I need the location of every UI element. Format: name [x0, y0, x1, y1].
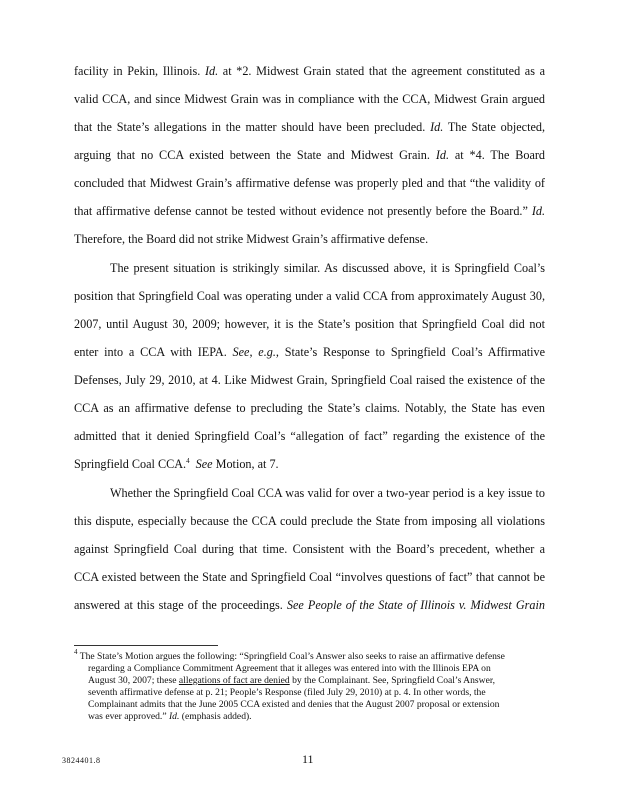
- footnote-rule: [74, 645, 218, 646]
- body-line: Defenses, July 29, 2010, at 4. Like Midwest Grain, Springfield Coal raised the existence of the: [74, 373, 545, 387]
- footnote-text: seventh affirmative defense at p. 21; People’s Response (filed July 29, 2010) at p. 4. In other words, the: [88, 687, 486, 698]
- footnote-reference[interactable]: 4: [186, 457, 190, 465]
- body-line: admitted that it denied Springfield Coal’s “allegation of fact” regarding the existence of the: [74, 429, 545, 443]
- body-line: facility in Pekin, Illinois. Id. at *2. Midwest Grain stated that the agreement constituted as a: [74, 64, 546, 78]
- body-line: 2007, until August 30, 2009; however, it is the State’s position that Springfield Coal did not: [74, 317, 545, 331]
- footnote-line: [88, 699, 545, 711]
- footnote-text: Complainant admits that the June 2005 CCA existed and denies that the August 2007 proposal or extension: [88, 699, 500, 710]
- body-line: valid CCA, and since Midwest Grain was in compliance with the CCA, Midwest Grain argued: [74, 92, 545, 106]
- document-id: 3824401.8: [62, 756, 101, 765]
- body-line: enter into a CCA with IEPA. See, e.g., State’s Response to Springfield Coal’s Affirmative: [74, 345, 546, 359]
- footnote-text: was ever approved.”: [88, 711, 167, 722]
- body-line: this dispute, especially because the CCA could preclude the State from imposing all violations: [74, 514, 545, 528]
- page-number: 11: [302, 752, 314, 766]
- footnote-line: [74, 648, 545, 663]
- footnote-text: regarding a Compliance Commitment Agreement that it alleges was entered into with the Illinois EPA on: [88, 663, 491, 674]
- footnote-line: [88, 711, 545, 723]
- footnote-line: [88, 687, 545, 699]
- footnote-marker: 4: [74, 648, 78, 656]
- footnote-text: (emphasis added).: [181, 711, 252, 722]
- footnote-line: [88, 675, 545, 687]
- body-line: The present situation is strikingly similar. As discussed above, it is Springfield Coal’s: [110, 261, 545, 275]
- body-line: Therefore, the Board did not strike Midwest Grain’s affirmative defense.: [74, 232, 429, 246]
- body-line: Whether the Springfield Coal CCA was valid for over a two-year period is a key issue to: [110, 486, 545, 500]
- body-line: concluded that Midwest Grain’s affirmative defense was properly pled and that “the validity of: [74, 176, 545, 190]
- body-line: Springfield Coal CCA.$^4$ See Motion, at 7.: [74, 457, 279, 471]
- footnote-text: August 30, 2007; these: [88, 675, 177, 686]
- body-line: answered at this stage of the proceedings. See People of the State of Illinois v. Midwest Grain: [74, 598, 545, 612]
- footnote-text: The State’s Motion argues the following: “Springfield Coal’s Answer also seeks to raise an affirmative defense: [79, 651, 505, 662]
- body-line: CCA existed between the State and Springfield Coal “involves questions of fact” that cannot be: [74, 570, 545, 584]
- body-line: against Springfield Coal during that time. Consistent with the Board’s precedent, whether a: [74, 542, 545, 556]
- footnote-line: [88, 663, 545, 675]
- footnote-text: by the Complainant. See, Springfield Coal’s Answer,: [292, 675, 496, 686]
- body-line: position that Springfield Coal was operating under a valid CCA from approximately August 30,: [74, 289, 545, 303]
- footnote-text: allegations of fact are denied: [178, 675, 290, 686]
- body-line: CCA as an affirmative defense to precluding the State’s claims. Notably, the State has even: [74, 401, 545, 415]
- body-line: that affirmative defense cannot be tested without evidence not presently before the Board.” Id.: [74, 204, 546, 218]
- body-line: arguing that no CCA existed between the State and Midwest Grain. Id. at *4. The Board: [74, 148, 546, 162]
- body-line: that the State’s allegations in the matter should have been precluded. Id. The State objected,: [74, 120, 546, 134]
- footnote-text: Id.: [168, 711, 180, 722]
